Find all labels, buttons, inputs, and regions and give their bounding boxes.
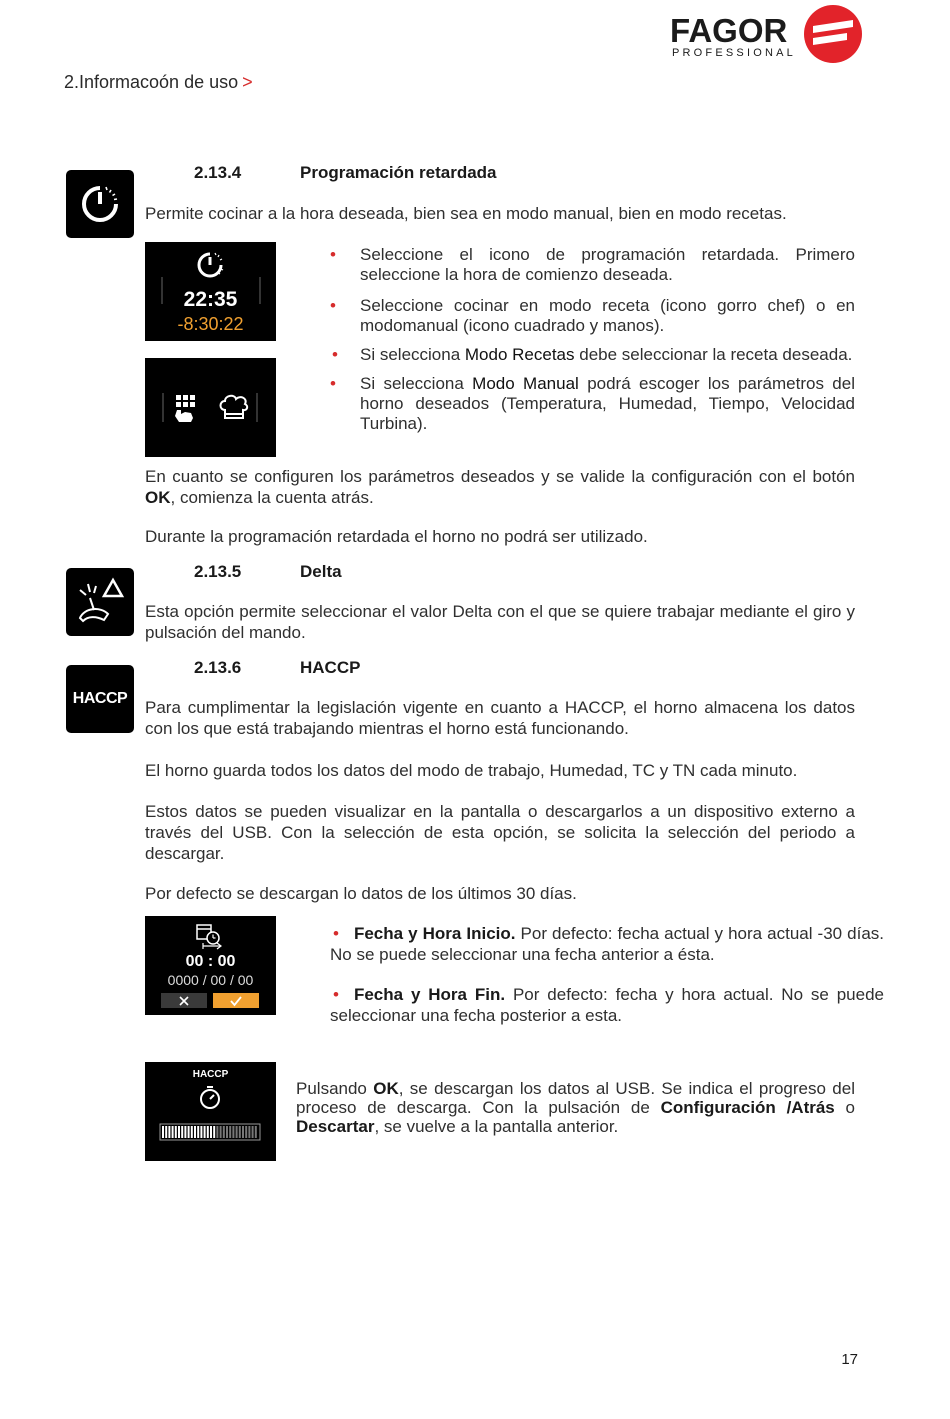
mode-select-screen	[145, 358, 276, 457]
brand-logo	[670, 4, 865, 66]
haccp-paragraph-1: Para cumplimentar la legislación vigente en cuanto a HACCP, el horno almacena los datos con los que está trabajando mientras el horno está funcionando.	[145, 698, 855, 738]
brand-subtitle: PROFESSIONAL	[672, 47, 796, 59]
delayed-time-screen	[145, 242, 276, 341]
bullet-text: debe seleccionar la receta deseada.	[574, 345, 853, 364]
bullet-icon: •	[330, 374, 336, 393]
screen-time: 22:35	[183, 288, 238, 311]
section-number: 2.13.5	[194, 562, 242, 581]
breadcrumb	[64, 72, 253, 93]
paragraph-text: , comienza la cuenta atrás.	[170, 488, 374, 507]
countdown-paragraph	[145, 466, 855, 508]
bullet-text: podrá escoger los parámetros del horno deseados (Temperatura, Humedad, Tiempo, Velocidad Turbina).	[360, 374, 855, 433]
confirm-button[interactable]	[213, 993, 259, 1008]
mode-manual-link: Modo Manual	[472, 374, 579, 393]
check-icon	[229, 995, 243, 1007]
delayed-start-icon	[66, 170, 134, 238]
cancel-button[interactable]	[161, 993, 207, 1008]
page-number: 17	[841, 1351, 858, 1368]
paragraph-text: En cuanto se configuren los parámetros deseados y se valide la configuración con el botón	[145, 467, 855, 486]
breadcrumb-separator: >	[242, 72, 253, 92]
list-item	[330, 296, 855, 336]
date-select-screen	[145, 916, 276, 1015]
fagor-mark-icon	[803, 4, 863, 64]
bullet-text: Por defecto: fecha actual y hora actual -30 días. No se puede seleccionar una fecha anterior a ésta.	[330, 924, 885, 964]
chef-hat-icon	[221, 396, 248, 418]
download-progress-screen	[145, 1062, 276, 1161]
haccp-icon	[66, 665, 134, 733]
bullet-icon: •	[333, 985, 339, 1004]
screen-haccp-label: HACCP	[192, 1069, 229, 1080]
list-item	[330, 984, 884, 1026]
list-item	[330, 374, 855, 434]
section-number: 2.13.4	[194, 163, 242, 182]
bullet-text: Por defecto: fecha y hora actual. No se puede seleccionar una fecha posterior a esta.	[330, 985, 885, 1025]
paragraph-text: o	[834, 1098, 855, 1117]
bullet-icon: •	[333, 924, 339, 943]
bullet-text: Si selecciona	[360, 345, 465, 364]
paragraph-text: , se vuelve a la pantalla anterior.	[374, 1117, 619, 1136]
haccp-paragraph-3: Estos datos se pueden visualizar en la pantalla o descargarlos a un dispositivo externo a través del USB. Con la selección de esta opción, se solicita la selección del periodo a descargar.	[145, 802, 855, 863]
brand-name: FAGOR	[670, 12, 788, 49]
bullet-icon: •	[330, 296, 336, 315]
discard-label: Descartar	[296, 1117, 375, 1136]
paragraph-text: Pulsando	[296, 1079, 374, 1098]
list-item	[330, 245, 855, 285]
haccp-paragraph-4: Por defecto se descargan lo datos de los últimos 30 días.	[145, 884, 577, 903]
bullet-text: Seleccione el icono de programación retardada. Primero seleccione la hora de comienzo deseada.	[360, 245, 855, 284]
screen-countdown: -8:30:22	[177, 314, 244, 334]
config-back-label: Configuración /Atrás	[660, 1098, 835, 1117]
download-progress-bar	[145, 1062, 276, 1161]
bullet-text: Si selecciona	[360, 374, 473, 393]
list-item	[330, 923, 884, 965]
breadcrumb-text: 2.Informacoón de uso	[64, 72, 239, 92]
close-icon	[178, 995, 190, 1007]
haccp-icon-label: HACCP	[72, 690, 128, 707]
download-paragraph	[296, 1079, 855, 1136]
screen-time: 00 : 00	[185, 953, 236, 970]
screen-date: 0000 / 00 / 00	[167, 972, 254, 988]
haccp-bullets	[330, 923, 884, 1026]
oven-unusable-paragraph: Durante la programación retardada el horno no podrá ser utilizado.	[145, 527, 648, 546]
delta-icon	[66, 568, 134, 636]
delta-description: Esta opción permite seleccionar el valor Delta con el que se quiere trabajar mediante el giro y pulsación del mando.	[145, 602, 855, 642]
ok-label: OK	[145, 488, 171, 507]
section-title: HACCP	[300, 658, 361, 677]
delayed-bullets	[330, 245, 878, 434]
section-intro: Permite cocinar a la hora deseada, bien sea en modo manual, bien en modo recetas.	[145, 204, 787, 223]
section-number: 2.13.6	[194, 658, 242, 677]
bullet-icon: •	[330, 245, 336, 264]
paragraph-text: , se descargan los datos al USB. Se indica el progreso del proceso de descarga. Con la pulsación de	[296, 1079, 855, 1117]
end-datetime-label: Fecha y Hora Fin.	[353, 985, 506, 1004]
section-title: Programación retardada	[300, 163, 497, 182]
manual-mode-icon	[175, 395, 195, 422]
haccp-paragraph-2: El horno guarda todos los datos del modo de trabajo, Humedad, TC y TN cada minuto.	[145, 761, 798, 780]
bullet-text: Seleccione cocinar en modo receta (icono gorro chef) o en modomanual (icono cuadrado y manos).	[360, 296, 855, 335]
start-datetime-label: Fecha y Hora Inicio.	[353, 924, 516, 943]
bullet-icon: •	[332, 345, 338, 364]
section-title: Delta	[300, 562, 342, 581]
mode-recipes-link: Modo Recetas	[464, 345, 575, 364]
ok-label: OK	[373, 1079, 399, 1098]
list-item	[330, 345, 878, 365]
